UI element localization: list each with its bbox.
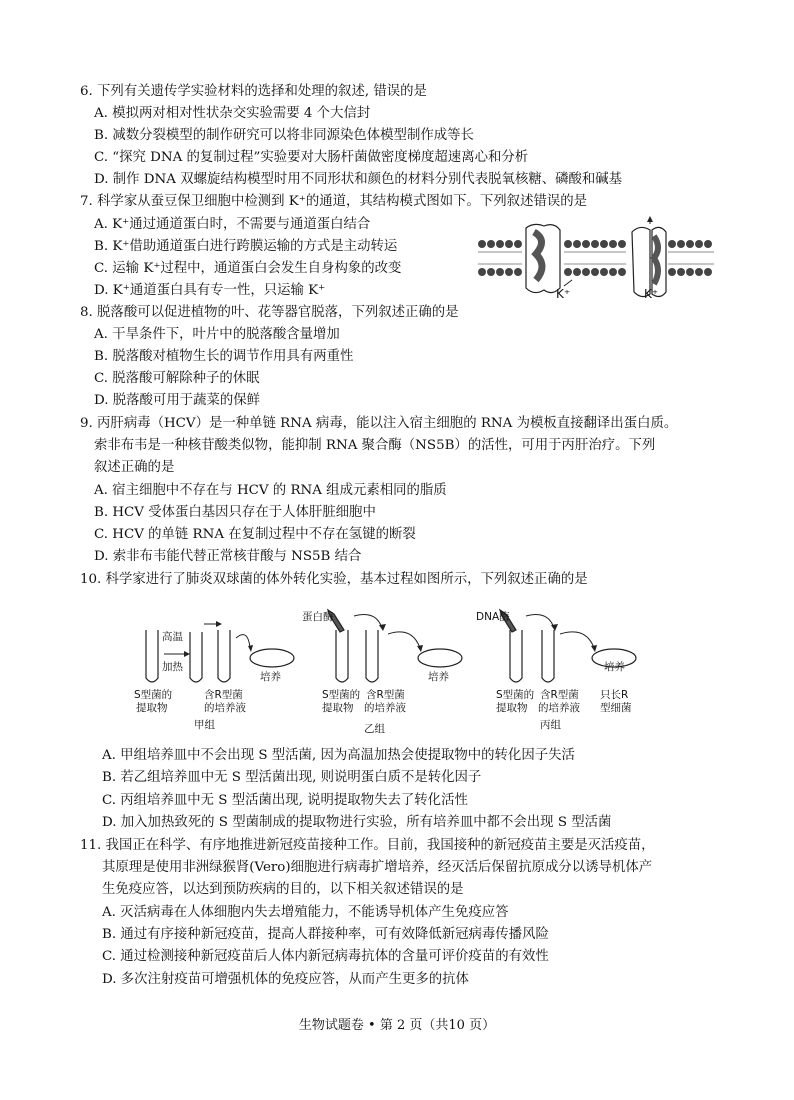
q9-option-c: C. HCV 的单链 RNA 在复制过程中不存在氢键的断裂 [94, 527, 416, 542]
q10-stem: 10. 科学家进行了肺炎双球菌的体外转化实验，基本过程如图所示，下列叙述正确的是 [80, 572, 588, 587]
g2-tube1-label-2: 提取物 [322, 702, 354, 714]
q7-stem: 7. 科学家从蚕豆保卫细胞中检测到 K⁺的通道，其结构模式图如下。下列叙述错误的是 [80, 194, 588, 209]
q11-stem-line3: 生免疫应答，以达到预防疾病的目的，以下相关叙述错误的是 [102, 882, 464, 897]
transformation-experiment-figure [130, 608, 670, 740]
g3-tube1-label-2: 提取物 [496, 702, 528, 714]
g2-reagent: 蛋白酶 [302, 611, 334, 623]
g1-tube2-label-1: 含R型菌 [204, 689, 243, 701]
g1-heat-top: 高温 [162, 631, 183, 643]
g1-heat-bottom: 加热 [162, 661, 183, 673]
g3-tube1-label-1: S型菌的 [496, 689, 535, 701]
q8-option-c: C. 脱落酸可解除种子的休眠 [94, 371, 260, 386]
g3-group-name: 丙组 [540, 719, 561, 731]
q6-stem: 6. 下列有关遗传学实验材料的选择和处理的叙述, 错误的是 [80, 84, 427, 99]
q9-option-a: A. 宿主细胞中不存在与 HCV 的 RNA 组成元素相同的脂质 [94, 483, 447, 498]
membrane-bottom-heads [478, 268, 712, 276]
g3-tube2-label-1: 含R型菌 [540, 689, 579, 701]
g1-group-name: 甲组 [194, 719, 215, 731]
k-ion-label-1: K⁺ [556, 287, 571, 301]
g2-tube2-label-2: 的培养液 [364, 702, 406, 714]
g2-dish-label: 培养 [428, 671, 449, 683]
g2-group-name: 乙组 [364, 723, 385, 735]
q10-option-d: D. 加入加热致死的 S 型菌制成的提取物进行实验，所有培养皿中都不会出现 S 型活菌 [102, 815, 612, 830]
q11-option-a: A. 灭活病毒在人体细胞内失去增殖能力，不能诱导机体产生免疫应答 [102, 905, 509, 920]
g3-dish-label: 培养 [604, 661, 625, 673]
g2-tube1-label-1: S型菌的 [322, 689, 361, 701]
page-footer: 生物试题卷 • 第 2 页（共10 页） [298, 1018, 496, 1033]
q9-option-b: B. HCV 受体蛋白基因只存在于人体肝脏细胞中 [94, 505, 376, 520]
q7-option-a: A. K⁺通过通道蛋白时，不需要与通道蛋白结合 [94, 217, 371, 232]
q8-option-a: A. 干旱条件下，叶片中的脱落酸含量增加 [94, 327, 340, 342]
q11-option-b: B. 通过有序接种新冠疫苗，提高人群接种率，可有效降低新冠病毒传播风险 [102, 927, 549, 942]
q6-option-d: D. 制作 DNA 双螺旋结构模型时用不同形状和颜色的材料分别代表脱氧核糖、磷酸和碱基 [94, 172, 623, 187]
q11-stem-line1: 11. 我国正在科学、有序地推进新冠疫苗接种工作。目前，我国接种的新冠疫苗主要是灭活疫苗， [80, 838, 655, 853]
q10-option-b: B. 若乙组培养皿中无 S 型活菌出现, 则说明蛋白质不是转化因子 [102, 770, 482, 785]
q9-stem-line2: 索非布韦是一种核苷酸类似物，能抑制 RNA 聚合酶（NS5B）的活性，可用于丙肝治疗。下列 [94, 438, 656, 453]
k-ion-label-2: K⁺ [644, 287, 659, 301]
q11-option-d: D. 多次注射疫苗可增强机体的免疫应答，从而产生更多的抗体 [102, 972, 469, 987]
g3-result-label-2: 型细菌 [600, 702, 632, 714]
q6-option-b: B. 减数分裂模型的制作研究可以将非同源染色体模型制作成等长 [94, 128, 474, 143]
g3-reagent: DNA酶 [476, 611, 510, 623]
q6-option-a: A. 模拟两对相对性状杂交实验需要 4 个大信封 [94, 106, 371, 121]
q8-stem: 8. 脱落酸可以促进植物的叶、花等器官脱落，下列叙述正确的是 [80, 305, 459, 320]
g3-tube2-label-2: 的培养液 [538, 702, 580, 714]
q9-stem-line3: 叙述正确的是 [94, 460, 175, 475]
g1-tube1-label-2: 提取物 [136, 702, 168, 714]
q7-option-c: C. 运输 K⁺过程中，通道蛋白会发生自身构象的改变 [94, 261, 402, 276]
k-channel-figure [474, 214, 720, 304]
g1-tube1-label-1: S型菌的 [134, 689, 173, 701]
q11-option-c: C. 通过检测接种新冠疫苗后人体内新冠病毒抗体的含量可评价疫苗的有效性 [102, 949, 549, 964]
g3-result-label-1: 只长R [600, 689, 629, 701]
membrane-top-heads [478, 240, 712, 248]
q9-stem-line1: 9. 丙肝病毒（HCV）是一种单链 RNA 病毒，能以注入宿主细胞的 RNA 为模板直接翻译出蛋白质。 [80, 416, 678, 431]
q11-stem-line2: 其原理是使用非洲绿猴肾(Vero)细胞进行病毒扩增培养，经灭活后保留抗原成分以诱导机体产 [102, 860, 653, 875]
q8-option-d: D. 脱落酸可用于蔬菜的保鲜 [94, 393, 261, 408]
g2-tube2-label-1: 含R型菌 [366, 689, 405, 701]
g1-dish-label: 培养 [260, 671, 281, 683]
q7-option-b: B. K⁺借助通道蛋白进行跨膜运输的方式是主动转运 [94, 239, 398, 254]
q6-option-c: C. “探究 DNA 的复制过程”实验要对大肠杆菌做密度梯度超速离心和分析 [94, 150, 529, 165]
q7-option-d: D. K⁺通道蛋白具有专一性，只运输 K⁺ [94, 283, 326, 298]
q9-option-d: D. 索非布韦能代替正常核苷酸与 NS5B 结合 [94, 549, 362, 564]
q8-option-b: B. 脱落酸对植物生长的调节作用具有两重性 [94, 349, 354, 364]
g1-tube2-label-2: 的培养液 [204, 702, 246, 714]
q10-option-a: A. 甲组培养皿中不会出现 S 型活菌, 因为高温加热会使提取物中的转化因子失活 [102, 748, 575, 763]
q10-option-c: C. 丙组培养皿中无 S 型活菌出现, 说明提取物失去了转化活性 [102, 793, 468, 808]
